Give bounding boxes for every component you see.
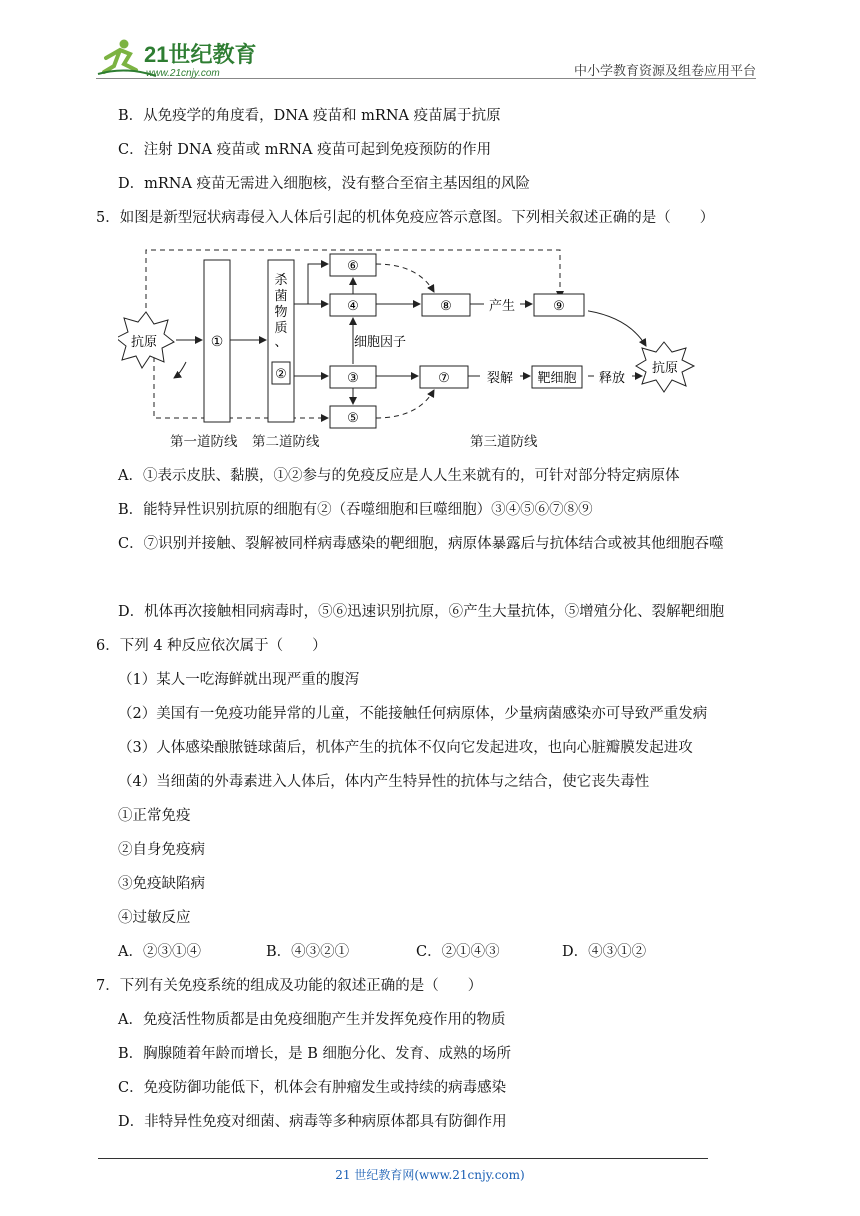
box-1-label: ①	[210, 334, 224, 350]
q4-option-c: C．注射 DNA 疫苗或 mRNA 疫苗可起到免疫预防的作用	[118, 142, 492, 158]
bactericide-char-5: 、	[274, 335, 288, 350]
q7-option-b: B．胸腺随着年龄而增长，是 B 细胞分化、发育、成熟的场所	[118, 1046, 512, 1062]
logo-url: www.21cnjy.com	[146, 68, 220, 79]
q6-choice-d: D．④③①②	[562, 944, 647, 960]
bactericide-char-2: 菌	[274, 289, 288, 304]
arrow-to-6	[294, 264, 328, 304]
q5-stem: 5．如图是新型冠状病毒侵入人体后引起的机体免疫应答示意图。下列相关叙述正确的是（ ）	[96, 210, 715, 226]
lyse-label: 裂解	[486, 371, 514, 386]
produce-label: 产生	[488, 299, 516, 314]
dashed-5-to-7	[376, 390, 434, 418]
q6-item-4: （4）当细菌的外毒素进入人体后，体内产生特异性的抗体与之结合，使它丧失毒性	[118, 774, 650, 790]
q6-item-1: （1）某人一吃海鲜就出现严重的腹泻	[118, 672, 360, 688]
dashed-6-to-8	[376, 264, 434, 292]
immune-diagram-right	[588, 238, 700, 454]
box-9-label: ⑨	[553, 299, 565, 314]
arrow-curl	[174, 362, 186, 378]
q7-stem: 7．下列有关免疫系统的组成及功能的叙述正确的是（ ）	[96, 978, 483, 994]
box-4-label: ④	[347, 299, 359, 314]
q6-choice-c: C．②①④③	[416, 944, 500, 960]
q6-type-2: ②自身免疫病	[118, 842, 205, 858]
q7-option-c: C．免疫防御功能低下，机体会有肿瘤发生或持续的病毒感染	[118, 1080, 507, 1096]
box-3-label: ③	[347, 371, 359, 386]
q7-option-d: D．非特异性免疫对细菌、病毒等多种病原体都具有防御作用	[118, 1114, 507, 1130]
q5-option-c: C．⑦识别并接触、裂解被同样病毒感染的靶细胞，病原体暴露后与抗体结合或被其他细胞吞噬	[118, 536, 724, 552]
header-platform-text: 中小学教育资源及组卷应用平台	[573, 64, 756, 79]
q6-type-4: ④过敏反应	[118, 910, 191, 926]
q6-stem: 6．下列 4 种反应依次属于（ ）	[96, 638, 327, 654]
q5-option-b: B．能特异性识别抗原的细胞有②（吞噬细胞和巨噬细胞）③④⑤⑥⑦⑧⑨	[118, 502, 593, 518]
cytokine-label: 细胞因子	[353, 335, 407, 350]
release-label: 释放	[598, 371, 626, 386]
bactericide-char-3: 物	[274, 305, 288, 320]
q5-option-a: A．①表示皮肤、黏膜，①②参与的免疫反应是人人生来就有的，可针对部分特定病原体	[118, 468, 680, 484]
box-8-label: ⑧	[440, 299, 452, 314]
bactericide-char-4: 质	[274, 321, 288, 336]
q6-type-3: ③免疫缺陷病	[118, 876, 205, 892]
arrow-9-to-antigen	[588, 310, 646, 346]
q4-option-d: D．mRNA 疫苗无需进入细胞核，没有整合至宿主基因组的风险	[118, 176, 531, 192]
q6-type-1: ①正常免疫	[118, 808, 191, 824]
second-defense-label: 第二道防线	[252, 434, 320, 450]
box-2-label: ②	[275, 367, 287, 382]
q4-option-b: B．从免疫学的角度看，DNA 疫苗和 mRNA 疫苗属于抗原	[118, 108, 501, 124]
first-defense-label: 第一道防线	[170, 434, 238, 450]
box-7-label: ⑦	[438, 371, 450, 386]
target-cell-label: 靶细胞	[537, 371, 577, 386]
site-logo	[96, 36, 266, 80]
bottom-dashed-line	[154, 348, 328, 418]
box-6-label: ⑥	[347, 259, 359, 274]
q5-option-d: D．机体再次接触相同病毒时，⑤⑥迅速识别抗原，⑥产生大量抗体，⑤增殖分化、裂解靶细胞	[118, 604, 725, 620]
q7-option-a: A．免疫活性物质都是由免疫细胞产生并发挥免疫作用的物质	[118, 1012, 506, 1028]
bactericide-char-1: 杀	[274, 273, 288, 288]
q6-item-3: （3）人体感染酿脓链球菌后，机体产生的抗体不仅向它发起进攻，也向心脏瓣膜发起进攻	[118, 740, 693, 756]
q6-choice-b: B．④③②①	[266, 944, 350, 960]
footer-divider	[98, 1158, 708, 1159]
immune-response-diagram	[118, 238, 588, 454]
footer-link[interactable]: 21 世纪教育网(www.21cnjy.com)	[335, 1168, 525, 1182]
logo-text: 21世纪教育	[144, 42, 257, 67]
antigen-right-label: 抗原	[651, 361, 679, 376]
q6-item-2: （2）美国有一免疫功能异常的儿童，不能接触任何病原体，少量病菌感染亦可导致严重发病	[118, 706, 708, 722]
header-divider	[96, 78, 756, 79]
antigen-left-label: 抗原	[130, 335, 158, 350]
box-5-label: ⑤	[347, 411, 359, 426]
third-defense-label: 第三道防线	[470, 434, 538, 450]
q6-choice-a: A．②③①④	[118, 944, 201, 960]
